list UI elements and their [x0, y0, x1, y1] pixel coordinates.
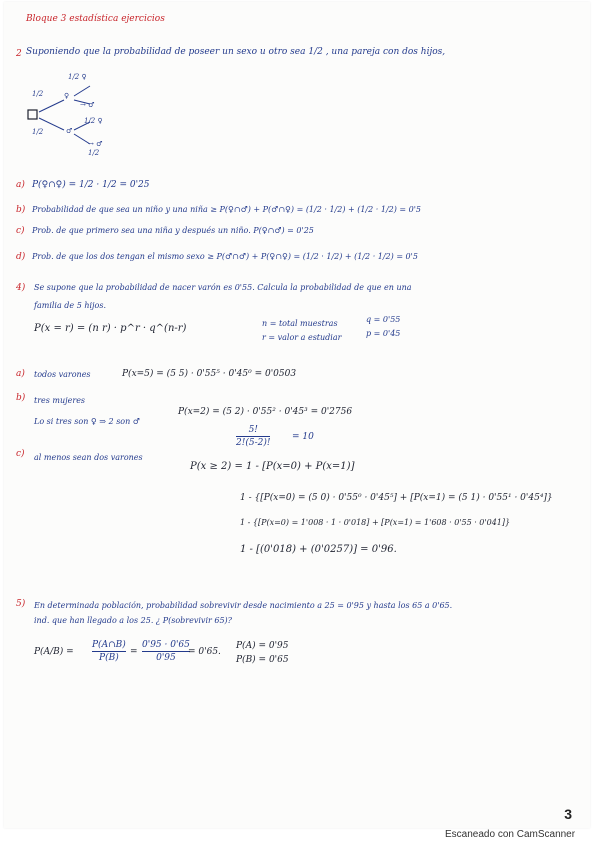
conditional-fraction-2	[142, 640, 190, 663]
conditional-numerator-1: P(A∩B)	[92, 640, 126, 650]
ex2-c-text: Prob. de que primero sea una niña y después un niño. P(♀∩♂) = 0'25	[32, 226, 314, 235]
tree-root-box	[28, 110, 37, 119]
ex2-d-label: d)	[16, 252, 26, 262]
ex4-c-result: 1 - [(0'018) + (0'0257)] = 0'96.	[240, 544, 397, 555]
probability-b: P(B) = 0'65	[236, 655, 289, 665]
tree-label-bottom: 1/2	[32, 128, 44, 136]
exercise-5-statement-2: ind. que han llegado a los 25. ¿ P(sobrevivir 65)?	[34, 616, 232, 625]
ex4-c-line-3: 1 - {[P(x=0) = 1'008 · 1 · 0'018] + [P(x=1) = 1'608 · 0'55 · 0'041]}	[240, 518, 511, 527]
conditional-denominator-1: P(B)	[99, 653, 119, 663]
tree-leaf-5: 1/2	[88, 149, 100, 157]
exercise-2-number: 2	[16, 49, 22, 59]
tree-node-female: ♀	[64, 92, 70, 100]
page-title: Bloque 3 estadística ejercicios	[26, 14, 165, 24]
ex4-a-expression: P(x=5) = (5 5) · 0'55⁵ · 0'45⁰ = 0'0503	[122, 369, 297, 379]
conditional-result: = 0'65.	[188, 647, 221, 657]
exercise-5-statement-1: En determinada población, probabilidad sobrevivir desde nacimiento a 25 = 0'95 y hasta los 65 a 0'65.	[34, 601, 453, 610]
probability-tree-diagram	[24, 72, 124, 162]
ex2-d-text: Prob. de que los dos tengan el mismo sexo ≥ P(♂∩♂) + P(♀∩♀) = (1/2 · 1/2) + (1/2 · 1/2) = 0'5	[32, 252, 418, 261]
definition-r: r = valor a estudiar	[262, 333, 342, 342]
exercise-4-statement-1: Se supone que la probabilidad de nacer varón es 0'55. Calcula la probabilidad de que en una	[34, 283, 412, 292]
combination-fraction	[236, 425, 270, 448]
tree-leaf-4: → ♂	[88, 140, 103, 148]
ex2-a-text: P(♀∩♀) = 1/2 · 1/2 = 0'25	[32, 180, 150, 190]
ex4-b-note: Lo si tres son ♀ ⇒ 2 son ♂	[34, 417, 140, 426]
ex4-c-line-2: 1 - {[P(x=0) = (5 0) · 0'55⁰ · 0'45⁵] + [P(x=1) = (5 1) · 0'55¹ · 0'45⁴]}	[240, 493, 553, 503]
page-number: 3	[564, 806, 572, 822]
exercise-4-statement-2: familia de 5 hijos.	[34, 301, 106, 310]
ex4-b-expression: P(x=2) = (5 2) · 0'55² · 0'45³ = 0'2756	[178, 407, 353, 417]
probability-a: P(A) = 0'95	[236, 641, 289, 651]
scanned-page: Bloque 3 estadística ejercicios 2 Suponiendo que la probabilidad de poseer un sexo u otro sea 1/2 , una pareja con dos hijos, 1/2 1/2 ♀ ♂ 1/2 ♀ → ♂ 1/2 ♀ → ♂ 1/2 a) P(♀∩♀) = 1/2 · 1/2 = 0'25 b) Probabilidad de que sea un niño y una niña ≥ P(♀∩♂) + P(♂∩♀) = (1/2 · 1/2) + (1/2 · 1/2) = 0'5 c) Prob. de que primero sea una niña y después un niño. P(♀∩♂) = 0'25 d) Prob. de que los dos tengan el mismo sexo ≥ P(♂∩♂) + P(♀∩♀) = (1/2 · 1/2) + (1/2 · 1/2) = 0'5 4) Se supone que la probabilidad de nacer varón es 0'55. Calcula la probabilidad de que en una familia de 5 hijos. P(x = r) = (n r) · p^r · q^(n-r) n = total muestras r = valor a estudiar q = 0'55 p = 0'45 a) todos varones P(x=5) = (5 5) · 0'55⁵ · 0'45⁰ = 0'0503 b) tres mujeres Lo si tres son ♀ ⇒ 2 son ♂ P(x=2) = (5 2) · 0'55² · 0'45³ = 0'2756 5! 2!(5-2)! = 10 c) al menos sean dos varones P(x ≥ 2) = 1 - [P(x=0) + P(x=1)] 1 - {[P(x=0) = (5 0) · 0'55⁰ · 0'45⁵] + [P(x=1) = (5 1) · 0'55¹ · 0'45⁴]} 1 - {[P(x=0) = 1'008 · 1 · 0'018] + [P(x=1) = 1'608 · 0'55 · 0'041]} 1 - [(0'018) + (0'0257)] = 0'96. 5) En determinada población, probabilidad sobrevivir desde nacimiento a 25 = 0'95 y hasta los 65 a 0'65. ind. que han llegado a los 25. ¿ P(sobrevivir 65)? P(A/B) = P(A∩B) P(B) = 0'95 · 0'65 0'95 = 0'65. P(A) = 0'95 P(B) = 0'65 3	[4, 2, 590, 828]
combination-result: = 10	[292, 432, 314, 442]
value-p: p = 0'45	[366, 329, 401, 338]
scanner-watermark: Escaneado con CamScanner	[445, 829, 576, 840]
ex2-b-text: Probabilidad de que sea un niño y una niña ≥ P(♀∩♂) + P(♂∩♀) = (1/2 · 1/2) + (1/2 · 1/2) = 0'5	[32, 205, 422, 214]
tree-leaf-3: 1/2 ♀	[84, 117, 103, 125]
tree-node-male: ♂	[66, 127, 73, 135]
combination-numerator: 5!	[248, 425, 258, 435]
tree-leaf-2: → ♂	[80, 101, 95, 109]
ex4-b-label: b)	[16, 393, 26, 403]
conditional-denominator-2: 0'95	[156, 653, 176, 663]
exercise-4-number: 4)	[16, 283, 26, 293]
conditional-numerator-2: 0'95 · 0'65	[142, 640, 190, 650]
ex4-c-text: al menos sean dos varones	[34, 453, 143, 462]
conditional-lhs: P(A/B) =	[34, 647, 74, 657]
tree-branch-top	[39, 100, 64, 112]
ex4-c-label: c)	[16, 449, 25, 459]
combination-denominator: 2!(5-2)!	[236, 438, 271, 448]
exercise-2-statement: Suponiendo que la probabilidad de poseer un sexo u otro sea 1/2 , una pareja con dos hijos,	[26, 47, 446, 57]
binomial-formula: P(x = r) = (n r) · p^r · q^(n-r)	[34, 323, 187, 334]
ex2-b-label: b)	[16, 205, 26, 215]
ex4-c-expression: P(x ≥ 2) = 1 - [P(x=0) + P(x=1)]	[190, 461, 355, 472]
ex2-a-label: a)	[16, 180, 25, 190]
tree-branch-1	[74, 86, 90, 96]
exercise-5-number: 5)	[16, 599, 26, 609]
ex2-c-label: c)	[16, 226, 25, 236]
value-q: q = 0'55	[366, 315, 401, 324]
tree-label-top: 1/2	[32, 90, 44, 98]
conditional-fraction-1	[92, 640, 126, 663]
tree-leaf-1: 1/2 ♀	[68, 73, 87, 81]
ex4-b-text: tres mujeres	[34, 396, 86, 405]
definition-n: n = total muestras	[262, 319, 338, 328]
ex4-a-text: todos varones	[34, 370, 91, 379]
ex4-a-label: a)	[16, 369, 25, 379]
